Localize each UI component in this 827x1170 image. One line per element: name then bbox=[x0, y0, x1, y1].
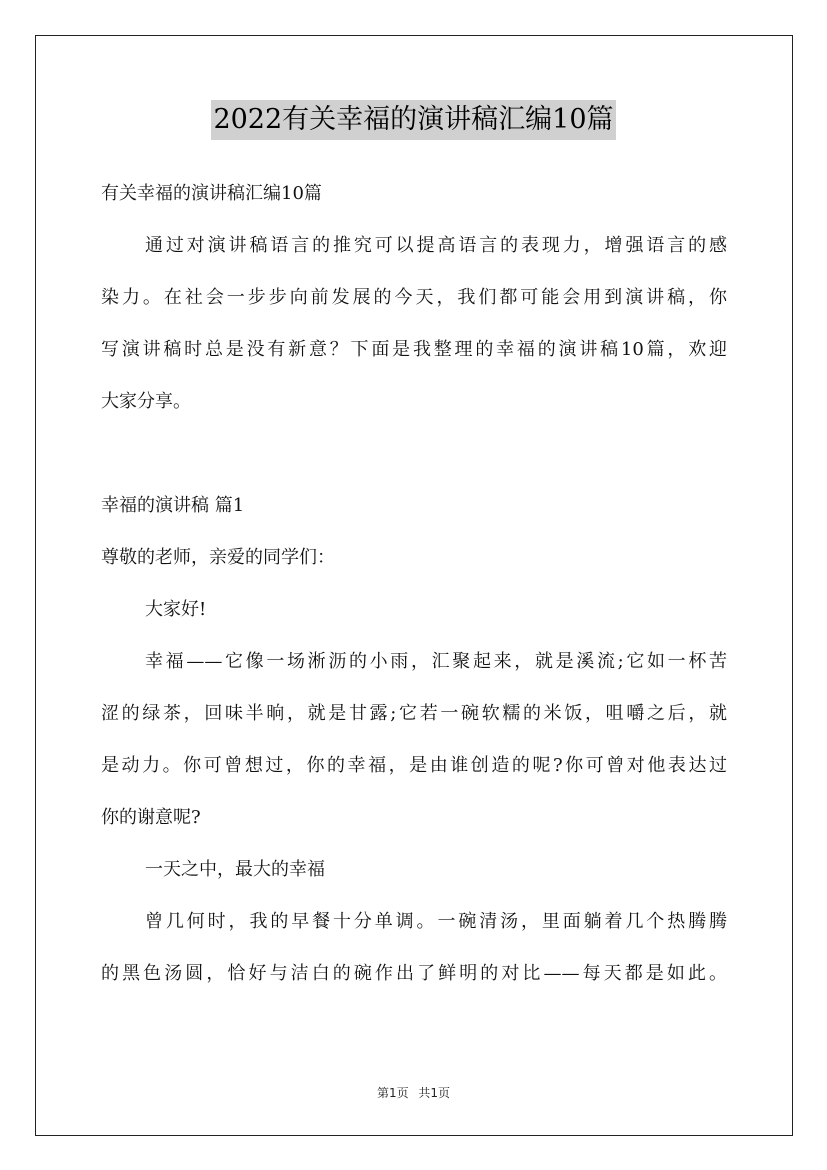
paragraph-line: 你的谢意呢? bbox=[101, 807, 201, 828]
paragraph-line: 的黑色汤圆，恰好与洁白的碗作出了鲜明的对比——每天都是如此。 bbox=[101, 963, 727, 984]
intro-line: 通过对演讲稿语言的推究可以提高语言的表现力，增强语言的感 bbox=[145, 235, 727, 256]
document-body bbox=[101, 174, 727, 1006]
paragraph-line: 曾几何时，我的早餐十分单调。一碗清汤，里面躺着几个热腾腾 bbox=[145, 911, 727, 932]
document-subtitle: 有关幸福的演讲稿汇编10篇 bbox=[101, 183, 322, 204]
title-container bbox=[0, 100, 827, 140]
subheading: 一天之中，最大的幸福 bbox=[145, 859, 325, 880]
intro-line: 大家分享。 bbox=[101, 391, 191, 412]
paragraph-line: 是动力。你可曾想过，你的幸福，是由谁创造的呢?你可曾对他表达过 bbox=[101, 755, 727, 776]
blank-line bbox=[101, 434, 727, 486]
document-title: 2022有关幸福的演讲稿汇编10篇 bbox=[211, 100, 615, 140]
page-footer bbox=[0, 1084, 827, 1101]
salutation: 尊敬的老师，亲爱的同学们： bbox=[101, 547, 335, 568]
paragraph-line: 涩的绿茶，回味半晌，就是甘露;它若一碗软糯的米饭，咀嚼之后，就 bbox=[101, 703, 727, 724]
intro-line: 写演讲稿时总是没有新意？下面是我整理的幸福的演讲稿10篇，欢迎 bbox=[101, 339, 727, 360]
paragraph-line: 幸福——它像一场淅沥的小雨，汇聚起来，就是溪流;它如一杯苦 bbox=[145, 651, 727, 672]
page-total: 共1页 bbox=[418, 1086, 451, 1100]
greeting: 大家好! bbox=[145, 599, 207, 620]
section-heading: 幸福的演讲稿 篇1 bbox=[101, 495, 245, 516]
intro-line: 染力。在社会一步步向前发展的今天，我们都可能会用到演讲稿，你 bbox=[101, 287, 727, 308]
page-number: 第1页 bbox=[376, 1086, 409, 1100]
